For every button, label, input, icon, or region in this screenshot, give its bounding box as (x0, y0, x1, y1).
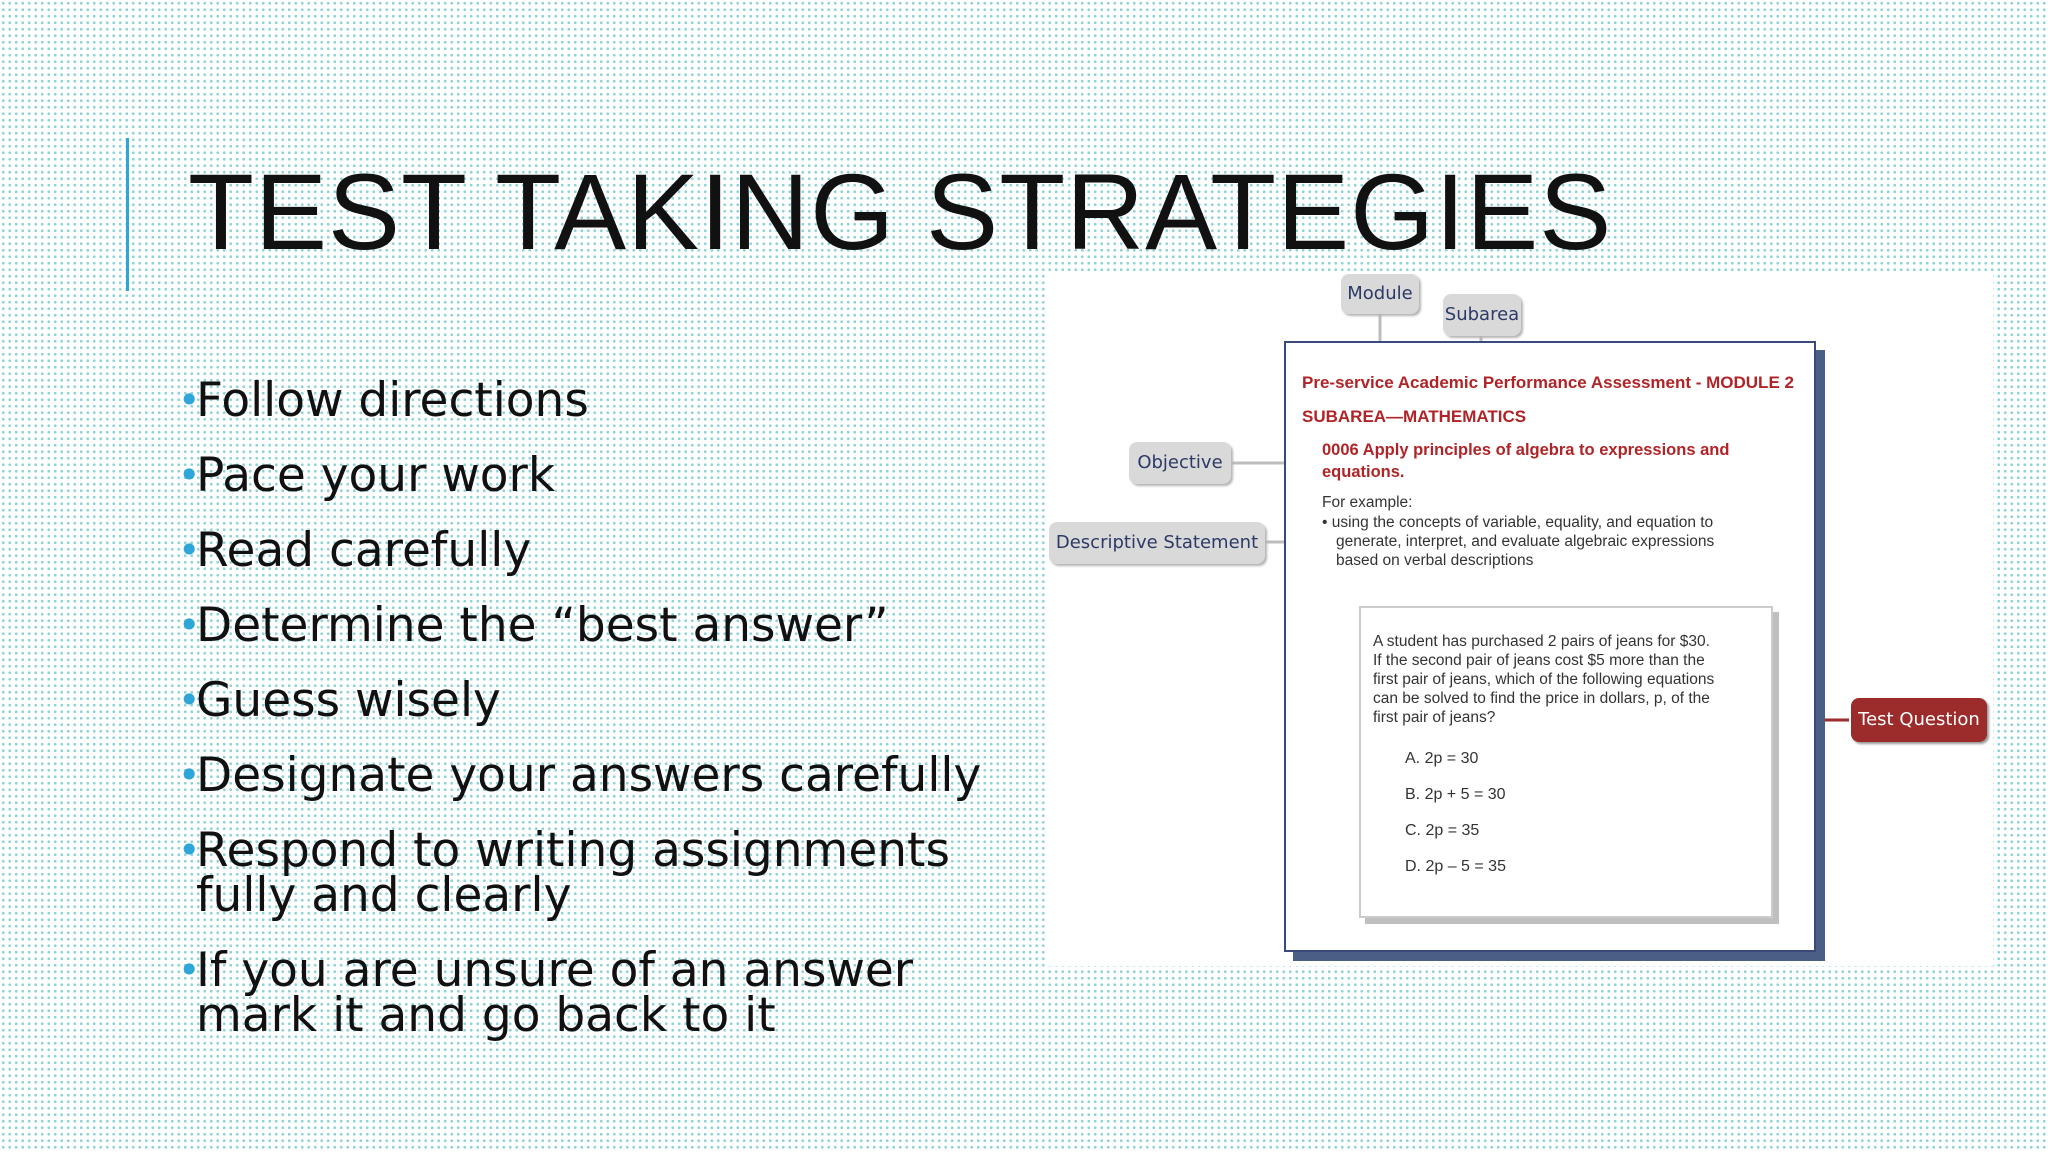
test-anatomy-figure (1047, 272, 1993, 966)
bullet-text: Read carefully (196, 523, 532, 578)
answer-option-a: A. 2p = 30 (1405, 750, 1479, 767)
bullet-text: Respond to writing assignments fully and clearly (196, 823, 950, 923)
sample-test-page (1284, 341, 1816, 952)
example-line-1: • using the concepts of variable, equality, and equation to (1322, 514, 1714, 531)
bullet-item (178, 523, 1038, 578)
bullet-item (178, 373, 1038, 428)
answer-option-d: D. 2p – 5 = 35 (1405, 858, 1506, 875)
question-line: If the second pair of jeans cost $5 more than the (1373, 652, 1705, 669)
example-line-2: generate, interpret, and evaluate algebraic expressions (1336, 533, 1715, 550)
bullet-list (178, 373, 1038, 1068)
question-box (1359, 606, 1773, 918)
document-header: Pre-service Academic Performance Assessment - MODULE 2 (1302, 373, 1794, 392)
answer-option-c: C. 2p = 35 (1405, 822, 1480, 839)
descriptive-statement-callout: Descriptive Statement (1049, 522, 1265, 564)
bullet-icon: • (178, 378, 201, 422)
subarea-callout: Subarea (1443, 294, 1521, 336)
slide-title: TEST TAKING STRATEGIES (188, 151, 1613, 272)
module-callout: Module (1341, 274, 1419, 314)
title-accent-bar (126, 138, 129, 291)
example-line-3: based on verbal descriptions (1336, 552, 1534, 569)
bullet-text: Pace your work (196, 448, 556, 503)
subarea-heading: SUBAREA—MATHEMATICS (1302, 407, 1527, 426)
bullet-item (178, 598, 1038, 653)
objective-callout: Objective (1129, 442, 1231, 484)
objective-line-1: 0006 Apply principles of algebra to expressions and (1322, 441, 1730, 459)
bullet-icon: • (178, 753, 201, 797)
bullet-icon: • (178, 453, 201, 497)
bullet-icon: • (178, 948, 201, 992)
bullet-text: Follow directions (196, 373, 589, 428)
bullet-text: Guess wisely (196, 673, 501, 728)
objective-line-2: equations. (1322, 463, 1405, 481)
test-question-callout: Test Question (1851, 698, 1987, 742)
bullet-icon: • (178, 603, 201, 647)
question-line: A student has purchased 2 pairs of jeans for $30. (1373, 633, 1710, 650)
bullet-item (178, 448, 1038, 503)
question-line: can be solved to find the price in dollars, p, of the (1373, 690, 1710, 707)
answer-option-b: B. 2p + 5 = 30 (1405, 786, 1506, 803)
bullet-item (178, 823, 1038, 923)
bullet-icon: • (178, 828, 201, 872)
bullet-text: Determine the “best answer” (196, 598, 889, 653)
bullet-item (178, 748, 1038, 803)
bullet-icon: • (178, 678, 201, 722)
bullet-item (178, 943, 1038, 1043)
question-line: first pair of jeans, which of the following equations (1373, 671, 1715, 688)
bullet-icon: • (178, 528, 201, 572)
bullet-text: Designate your answers carefully (196, 748, 982, 803)
bullet-item (178, 673, 1038, 728)
bullet-text: If you are unsure of an answer mark it and go back to it (196, 943, 914, 1043)
example-label: For example: (1322, 494, 1413, 511)
question-line: first pair of jeans? (1373, 709, 1496, 726)
question-stem (1373, 632, 1763, 727)
